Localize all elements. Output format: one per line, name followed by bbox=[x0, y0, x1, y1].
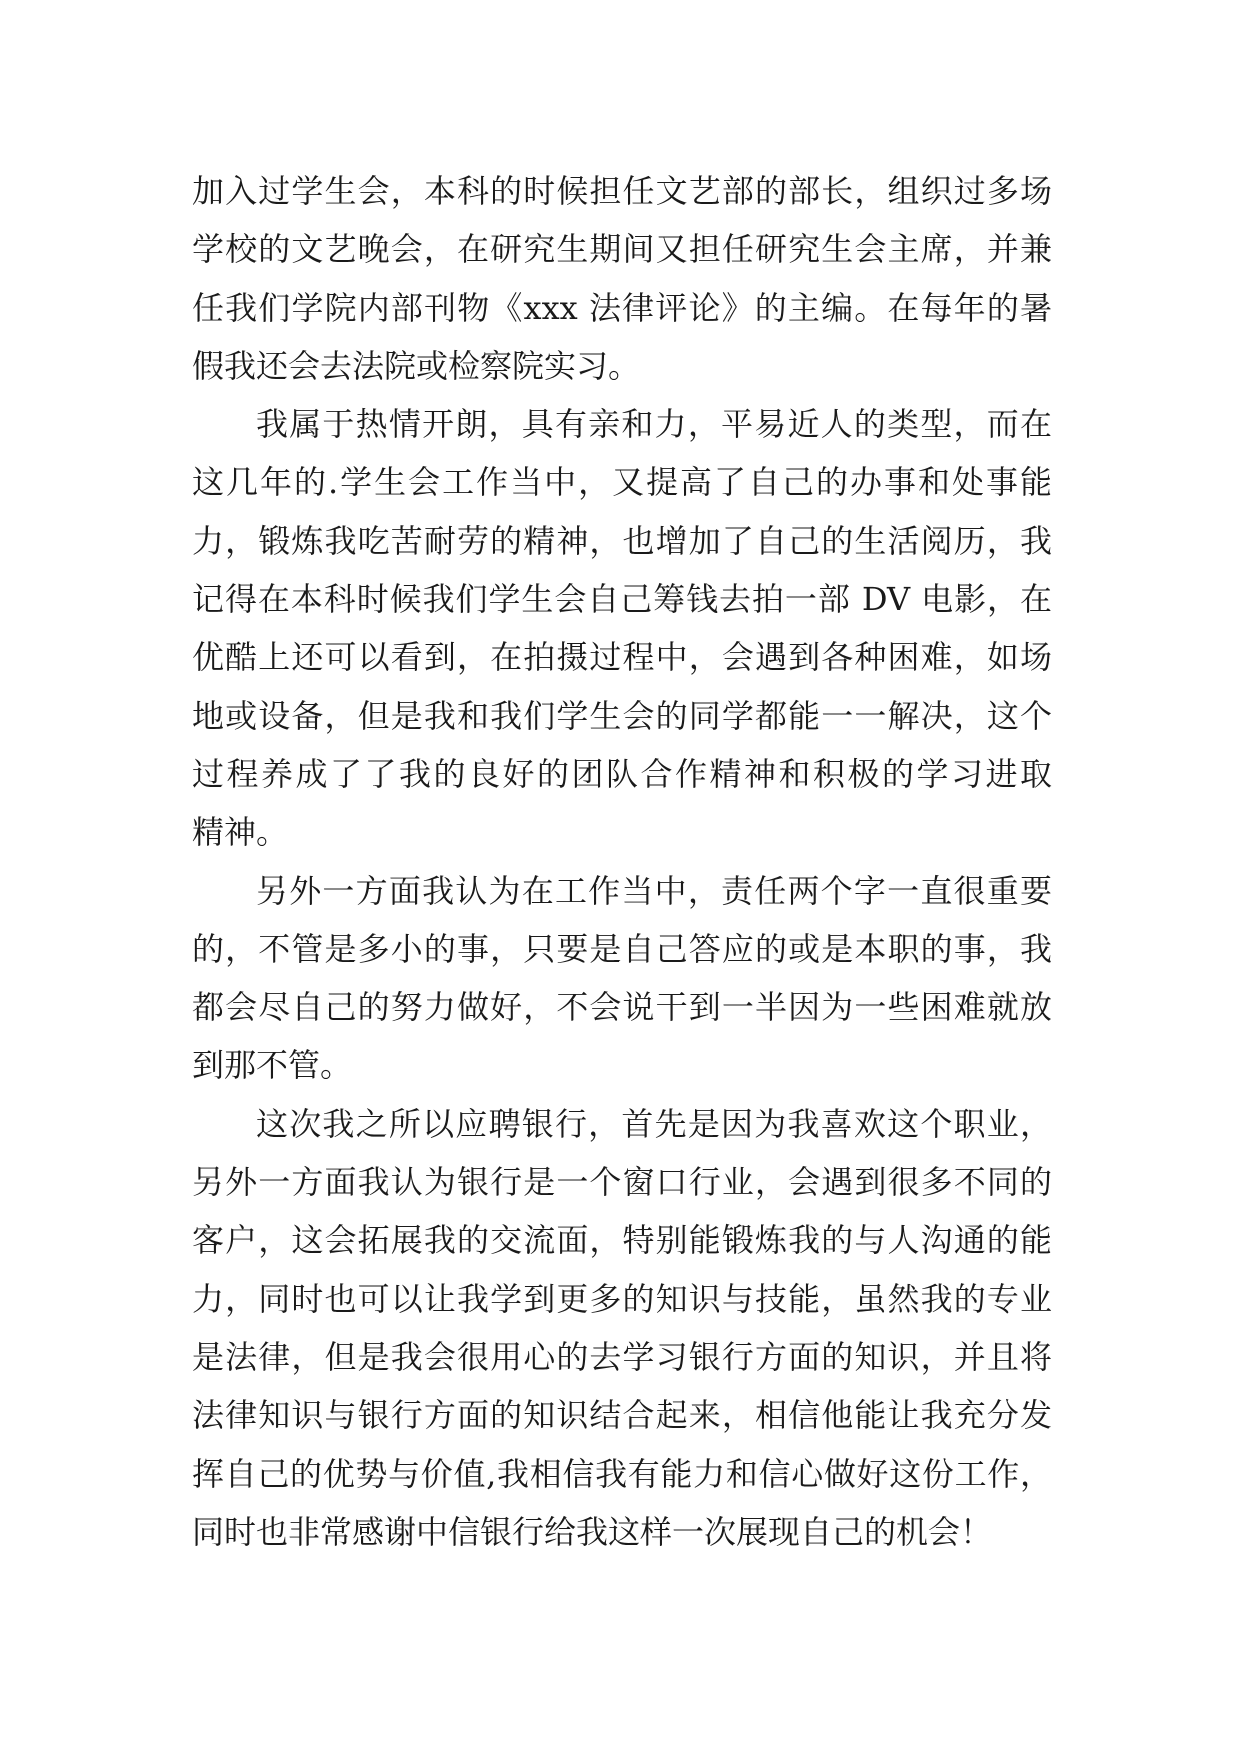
text-line: 都会尽自己的努力做好，不会说干到一半因为一些困难就放 bbox=[192, 988, 1052, 1027]
text-line: 这次我之所以应聘银行，首先是因为我喜欢这个职业， bbox=[256, 1104, 1052, 1143]
text-line: 挥自己的优势与价值,我相信我有能力和信心做好这份工作， bbox=[192, 1454, 1052, 1493]
document-body bbox=[192, 162, 1052, 1561]
text-line: 力，同时也可以让我学到更多的知识与技能，虽然我的专业 bbox=[192, 1279, 1052, 1318]
text-line: 力，锻炼我吃苦耐劳的精神，也增加了自己的生活阅历，我 bbox=[192, 521, 1052, 560]
text-line: 是法律，但是我会很用心的去学习银行方面的知识，并且将 bbox=[192, 1337, 1052, 1376]
paragraph bbox=[192, 395, 1052, 861]
text-line: 任我们学院内部刊物《xxx 法律评论》的主编。在每年的暑 bbox=[192, 288, 1052, 327]
text-line: 法律知识与银行方面的知识结合起来，相信他能让我充分发 bbox=[192, 1396, 1052, 1435]
text-line: 到那不管。 bbox=[192, 1046, 353, 1085]
text-line: 加入过学生会，本科的时候担任文艺部的部长，组织过多场 bbox=[192, 172, 1052, 210]
text-line: 同时也非常感谢中信银行给我这样一次展现自己的机会！ bbox=[192, 1512, 993, 1551]
paragraph bbox=[192, 862, 1052, 1095]
paragraph bbox=[192, 162, 1052, 395]
text-line: 的，不管是多小的事，只要是自己答应的或是本职的事，我 bbox=[192, 929, 1052, 968]
paragraph bbox=[192, 1095, 1052, 1561]
text-line: 另外一方面我认为在工作当中，责任两个字一直很重要 bbox=[256, 871, 1052, 910]
text-line: 我属于热情开朗，具有亲和力，平易近人的类型，而在 bbox=[256, 405, 1052, 444]
text-line: 学校的文艺晚会，在研究生期间又担任研究生会主席，并兼 bbox=[192, 230, 1052, 269]
text-line: 地或设备，但是我和我们学生会的同学都能一一解决，这个 bbox=[192, 696, 1052, 735]
text-line: 精神。 bbox=[192, 813, 289, 852]
text-line: 另外一方面我认为银行是一个窗口行业，会遇到很多不同的 bbox=[192, 1163, 1052, 1202]
text-line: 记得在本科时候我们学生会自己筹钱去拍一部 DV 电影，在 bbox=[192, 580, 1052, 619]
text-line: 假我还会去法院或检察院实习。 bbox=[192, 346, 641, 385]
text-line: 客户，这会拓展我的交流面，特别能锻炼我的与人沟通的能 bbox=[192, 1221, 1052, 1260]
text-line: 这几年的.学生会工作当中，又提高了自己的办事和处事能 bbox=[192, 463, 1052, 502]
text-line: 优酷上还可以看到，在拍摄过程中，会遇到各种困难，如场 bbox=[192, 638, 1052, 677]
text-line: 过程养成了了我的良好的团队合作精神和积极的学习进取 bbox=[192, 754, 1052, 793]
